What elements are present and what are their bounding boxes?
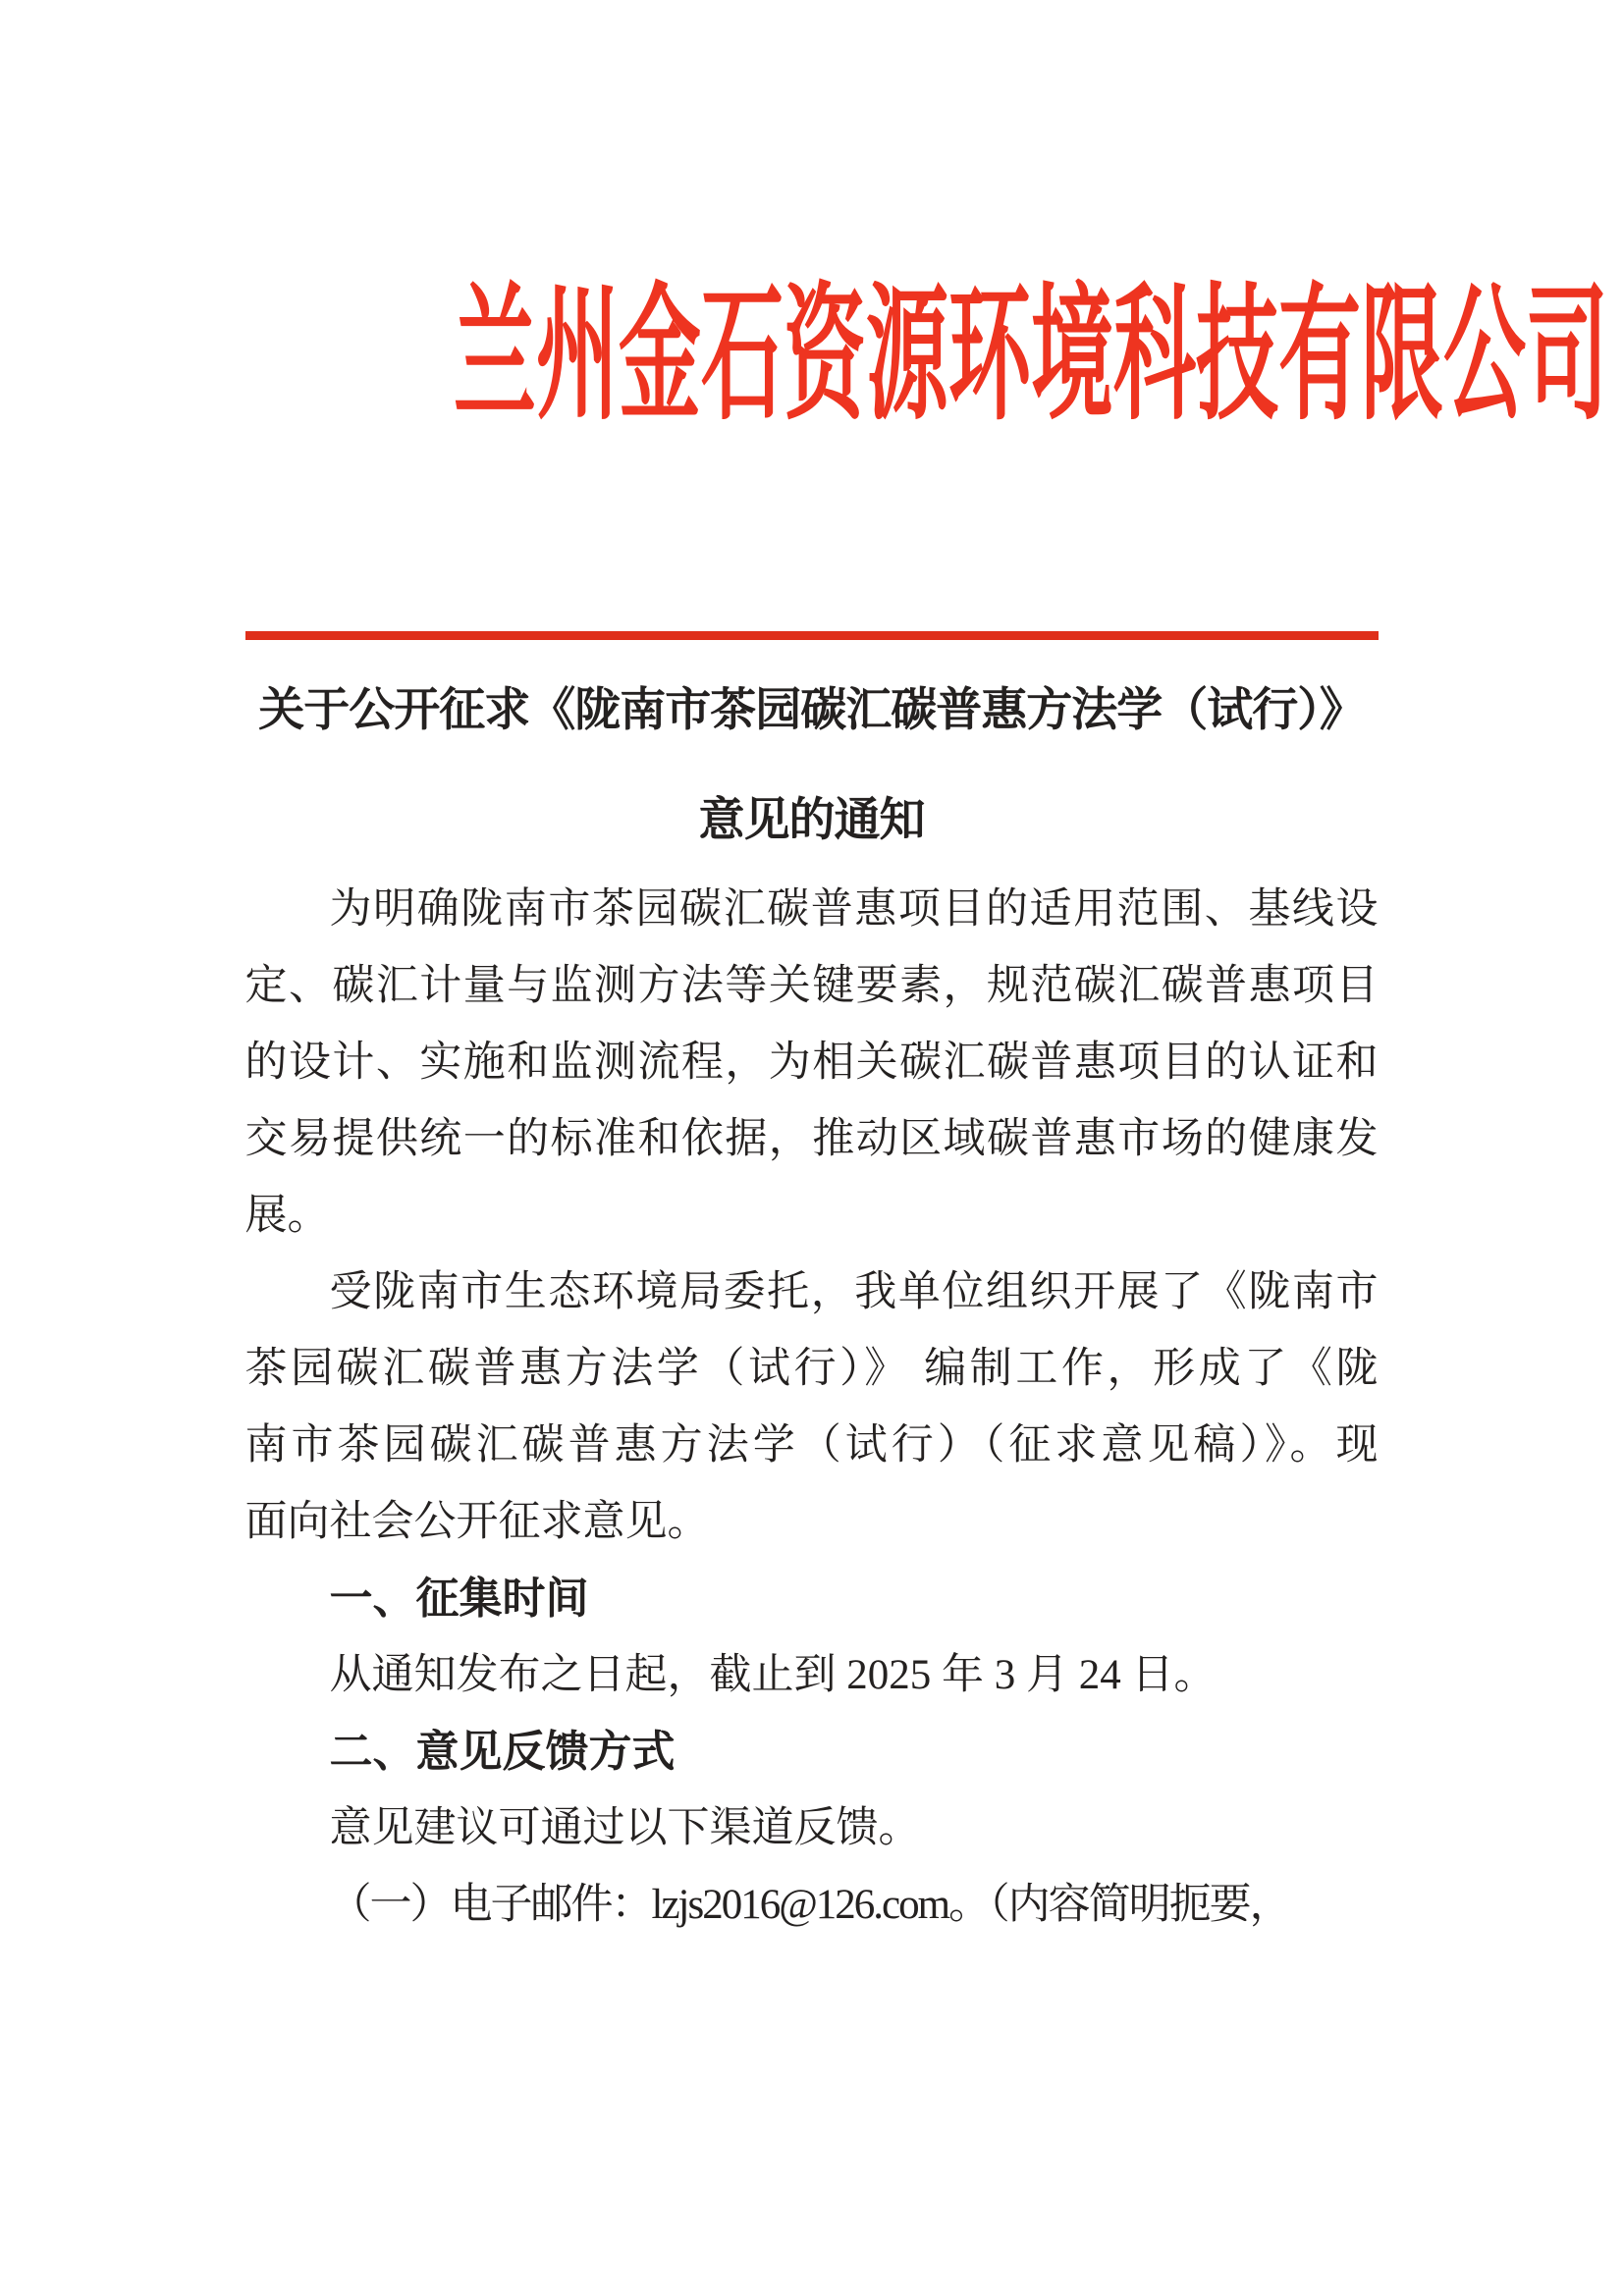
body-line: 面向社会公开征求意见。: [244, 1499, 710, 1545]
body-line: 受陇南市生态环境局委托，我单位组织开展了《陇南市: [329, 1269, 1379, 1315]
body-line: 交易提供统一的标准和依据，推动区域碳普惠市场的健康发: [244, 1116, 1379, 1162]
body-line: 定、碳汇计量与监测方法等关键要素，规范碳汇碳普惠项目: [244, 963, 1379, 1009]
letterhead: [0, 0, 1623, 438]
body-line: 为明确陇南市茶园碳汇碳普惠项目的适用范围、基线设: [329, 886, 1379, 933]
company-name: 兰州金石资源环境科技有限公司: [454, 275, 1609, 438]
notice-title-line-1: 关于公开征求《陇南市茶园碳汇碳普惠方法学（试行）》: [258, 685, 1365, 736]
section-heading: 一、征集时间: [329, 1575, 589, 1623]
body-line: 的设计、实施和监测流程，为相关碳汇碳普惠项目的认证和: [244, 1040, 1379, 1086]
section-heading: 二、意见反馈方式: [329, 1728, 676, 1776]
notice-title-line-2: 意见的通知: [698, 795, 925, 846]
document-content: [245, 631, 1379, 1944]
body-line: 南市茶园碳汇碳普惠方法学（试行）（征求意见稿）》。现: [244, 1422, 1379, 1468]
body-line: 从通知发布之日起，截止到 2025 年 3 月 24 日。: [329, 1652, 1217, 1698]
letterhead-divider: [245, 631, 1379, 640]
notice-body: [245, 872, 1379, 1944]
body-line: 展。: [244, 1193, 330, 1239]
body-line: （一）电子邮件：lzjs2016@126.com。（内容简明扼要，: [329, 1882, 1290, 1928]
body-line: 茶园碳汇碳普惠方法学（试行）》 编制工作，形成了《陇: [244, 1346, 1379, 1392]
body-line: 意见建议可通过以下渠道反馈。: [329, 1805, 921, 1851]
